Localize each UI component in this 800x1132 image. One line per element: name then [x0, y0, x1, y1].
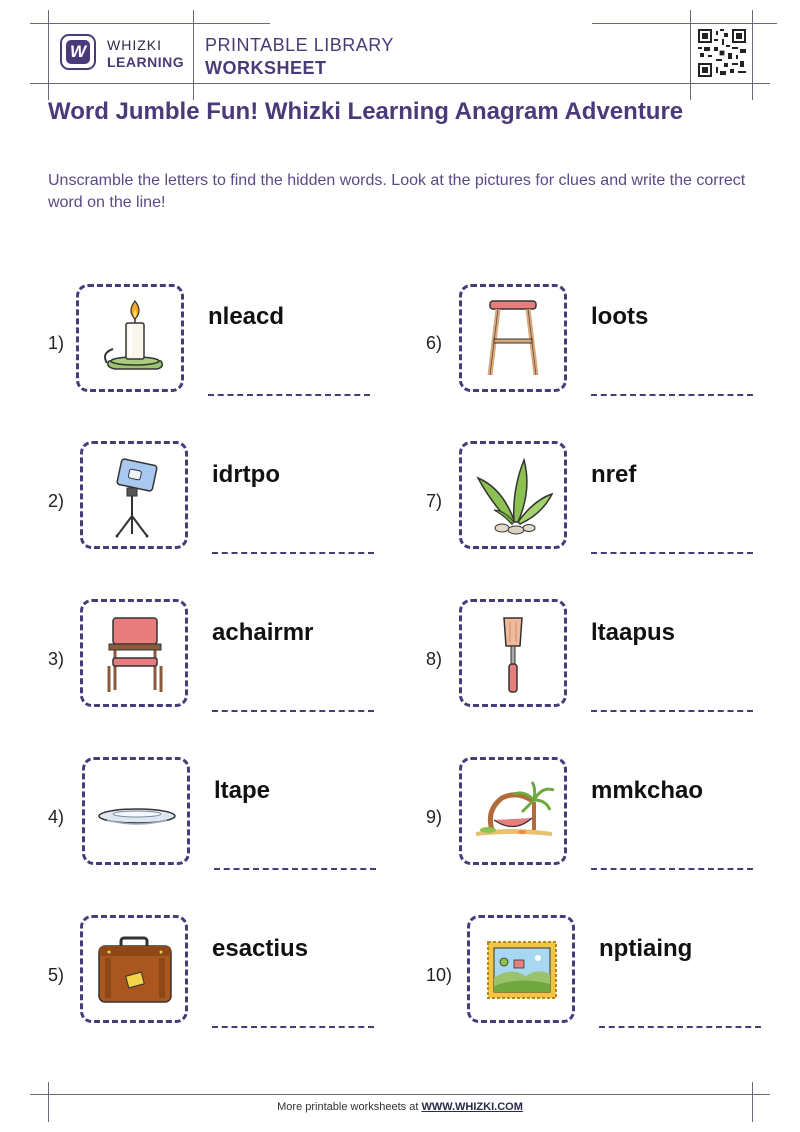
painting-icon [470, 918, 572, 1020]
picture-box [459, 599, 567, 707]
picture-box [82, 757, 190, 865]
hammock-icon [462, 760, 564, 862]
item-number: 2) [48, 491, 65, 511]
answer-line[interactable] [591, 868, 753, 870]
header-rule-bottom [30, 83, 770, 84]
answer-line[interactable] [208, 394, 370, 396]
picture-box [467, 915, 575, 1023]
header-rule-right [592, 23, 777, 24]
picture-box [459, 757, 567, 865]
spatula-icon [462, 602, 564, 704]
answer-line[interactable] [591, 552, 753, 554]
footer-text: More printable worksheets at [277, 1101, 422, 1113]
picture-box [76, 284, 184, 392]
footer-link[interactable]: WWW.WHIZKI.COM [421, 1101, 523, 1113]
jumbled-word: ltape [214, 777, 271, 804]
answer-line[interactable] [212, 710, 374, 712]
header-library: PRINTABLE LIBRARY [205, 35, 394, 55]
answer-line[interactable] [212, 1026, 374, 1028]
qr-code-icon [698, 29, 746, 77]
item-number: 3) [48, 649, 65, 669]
item-number: 6) [426, 333, 443, 353]
jumbled-word: idrtpo [212, 461, 280, 488]
instructions: Unscramble the letters to find the hidden words. Look at the pictures for clues and write the correct word on the line! [48, 172, 746, 211]
answer-line[interactable] [214, 868, 376, 870]
answer-line[interactable] [599, 1026, 761, 1028]
item-number: 7) [426, 491, 443, 511]
jumbled-word: achairmr [212, 619, 314, 646]
picture-box [80, 599, 188, 707]
header-divider-mid [193, 10, 194, 100]
header-divider-left [48, 10, 49, 100]
picture-box [459, 441, 567, 549]
plate-icon [85, 760, 187, 862]
jumbled-word: nref [591, 461, 637, 488]
whizki-logo[interactable] [60, 34, 96, 70]
logo-letter: W [66, 40, 90, 64]
fern-icon [462, 444, 564, 546]
armchair-icon [83, 602, 185, 704]
picture-box [80, 915, 188, 1023]
jumbled-word: nleacd [208, 303, 285, 330]
tripod-icon [83, 444, 185, 546]
jumbled-word: mmkchao [591, 777, 704, 804]
jumbled-word: nptiaing [599, 935, 693, 962]
brand-name: WHIZKI [107, 37, 162, 53]
header-worksheet: WORKSHEET [205, 58, 327, 78]
picture-box [459, 284, 567, 392]
header-rule-left [30, 23, 270, 24]
answer-line[interactable] [212, 552, 374, 554]
jumbled-word: loots [591, 303, 649, 330]
item-number: 8) [426, 649, 443, 669]
item-number: 10) [426, 965, 453, 985]
jumbled-word: esactius [212, 935, 309, 962]
suitcase-icon [83, 918, 185, 1020]
header-divider-right [690, 10, 691, 100]
footer-rule [30, 1094, 770, 1095]
stool-icon [462, 287, 564, 389]
brand-subname: LEARNING [107, 54, 185, 70]
item-number: 9) [426, 807, 443, 827]
footer [0, 1101, 800, 1113]
item-number: 4) [48, 807, 65, 827]
page-title: Word Jumble Fun! Whizki Learning Anagram Adventure [48, 98, 684, 125]
candle-icon [79, 287, 181, 389]
item-number: 5) [48, 965, 65, 985]
item-number: 1) [48, 333, 65, 353]
picture-box [80, 441, 188, 549]
jumbled-word: ltaapus [591, 619, 676, 646]
answer-line[interactable] [591, 710, 753, 712]
answer-line[interactable] [591, 394, 753, 396]
header-divider-far-right [752, 10, 753, 100]
